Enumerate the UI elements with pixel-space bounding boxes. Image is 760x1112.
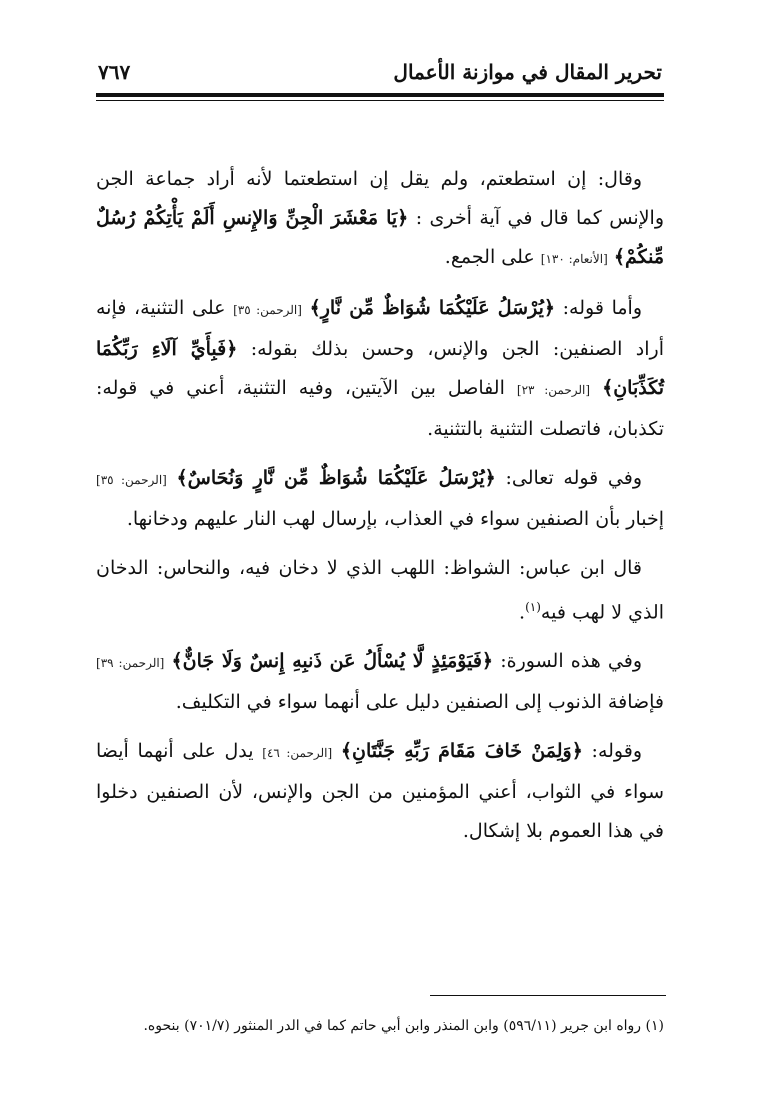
text-run: وأما قوله: [555, 297, 643, 319]
paragraph-3 [96, 459, 664, 539]
header-rule-thin [96, 100, 664, 101]
text-run: قال ابن عباس: الشواظ: اللهب الذي لا دخان فيه، والنحاس: الدخان الذي لا لهب فيه [96, 557, 664, 624]
footnote-number: (١) [645, 1018, 664, 1034]
paragraph-5 [96, 642, 664, 722]
text-run: وقال: إن استطعتم، ولم يقل إن استطعتما لأنه أراد جماعة الجن والإنس كما قال في آية أخرى : [96, 168, 664, 229]
paragraph-2 [96, 289, 664, 449]
text-run: إخبار بأن الصنفين سواء في العذاب، بإرسال لهب النار عليهم ودخانها. [126, 508, 664, 530]
quran-verse: ﴿وَلِمَنْ خَافَ مَقَامَ رَبِّهِ جَنَّتَانِ﴾ [340, 740, 583, 763]
verse-reference: [الرحمن: ٣٥] [233, 303, 302, 317]
verse-reference: [الرحمن: ٣٥] [96, 473, 167, 487]
quran-verse: ﴿يُرْسَلُ عَلَيْكُمَا شُوَاظٌ مِّن نَّارٍ﴾ [309, 297, 555, 319]
verse-reference: [الأنعام: ١٣٠] [540, 252, 608, 266]
verse-reference: [الرحمن: ٤٦] [262, 746, 333, 761]
quran-verse: ﴿فَبِأَيِّ آلَاءِ رَبِّكُمَا تُكَذِّبَانِ﴾ [96, 338, 664, 399]
text-run: فإضافة الذنوب إلى الصنفين دليل على أنهما سواء في التكليف. [175, 691, 664, 714]
paragraph-1 [96, 160, 664, 279]
text-run: يدل على أنهما أيضا سواء في الثواب، أعني المؤمنين من الجن والإنس، لأن الصنفين دخلوا في هذا العموم بلا إشكال. [96, 740, 664, 843]
main-text [96, 160, 664, 861]
page-number: ٧٦٧ [98, 60, 131, 84]
footnote-text: رواه ابن جرير (٥٩٦/١١) وابن المنذر وابن أبي حاتم كما في الدر المنثور (٧٠١/٧) بنحوه. [143, 1018, 642, 1034]
text-run: على الجمع. [444, 246, 541, 268]
text-run: على التثنية، فإنه أراد الصنفين: الجن والإنس، وحسن بذلك بقوله: [96, 297, 664, 360]
text-run: الفاصل بين الآيتين، وفيه التثنية، أعني في قوله: تكذبان، فاتصلت التثنية بالتثنية. [96, 377, 664, 440]
text-run: وقوله: [582, 740, 642, 763]
paragraph-4 [96, 549, 664, 632]
running-header [98, 58, 662, 90]
verse-reference: [الرحمن: ٢٣] [516, 383, 591, 397]
header-title: تحرير المقال في موازنة الأعمال [393, 60, 662, 84]
paragraph-6 [96, 732, 664, 851]
footnote-mark[interactable]: (١) [525, 600, 541, 614]
verse-reference: [الرحمن: ٣٩] [96, 656, 165, 671]
text-run: وفي هذه السورة: [493, 650, 642, 673]
footnote-separator [430, 995, 666, 996]
footnote [96, 1014, 664, 1038]
quran-verse: ﴿فَيَوْمَئِذٍ لَّا يُسْأَلُ عَن ذَنبِهِ إِنسٌ وَلَا جَانٌّ﴾ [171, 650, 494, 673]
text-run: . [519, 601, 526, 624]
quran-verse: ﴿يَا مَعْشَرَ الْجِنِّ وَالإِنسِ أَلَمْ يَأْتِكُمْ رُسُلٌ مِّنكُمْ﴾ [96, 207, 664, 268]
header-rule [96, 93, 664, 97]
quran-verse: ﴿يُرْسَلُ عَلَيْكُمَا شُوَاظٌ مِّن نَّارٍ وَنُحَاسٌ﴾ [176, 467, 496, 489]
text-run: وفي قوله تعالى: [495, 467, 643, 489]
